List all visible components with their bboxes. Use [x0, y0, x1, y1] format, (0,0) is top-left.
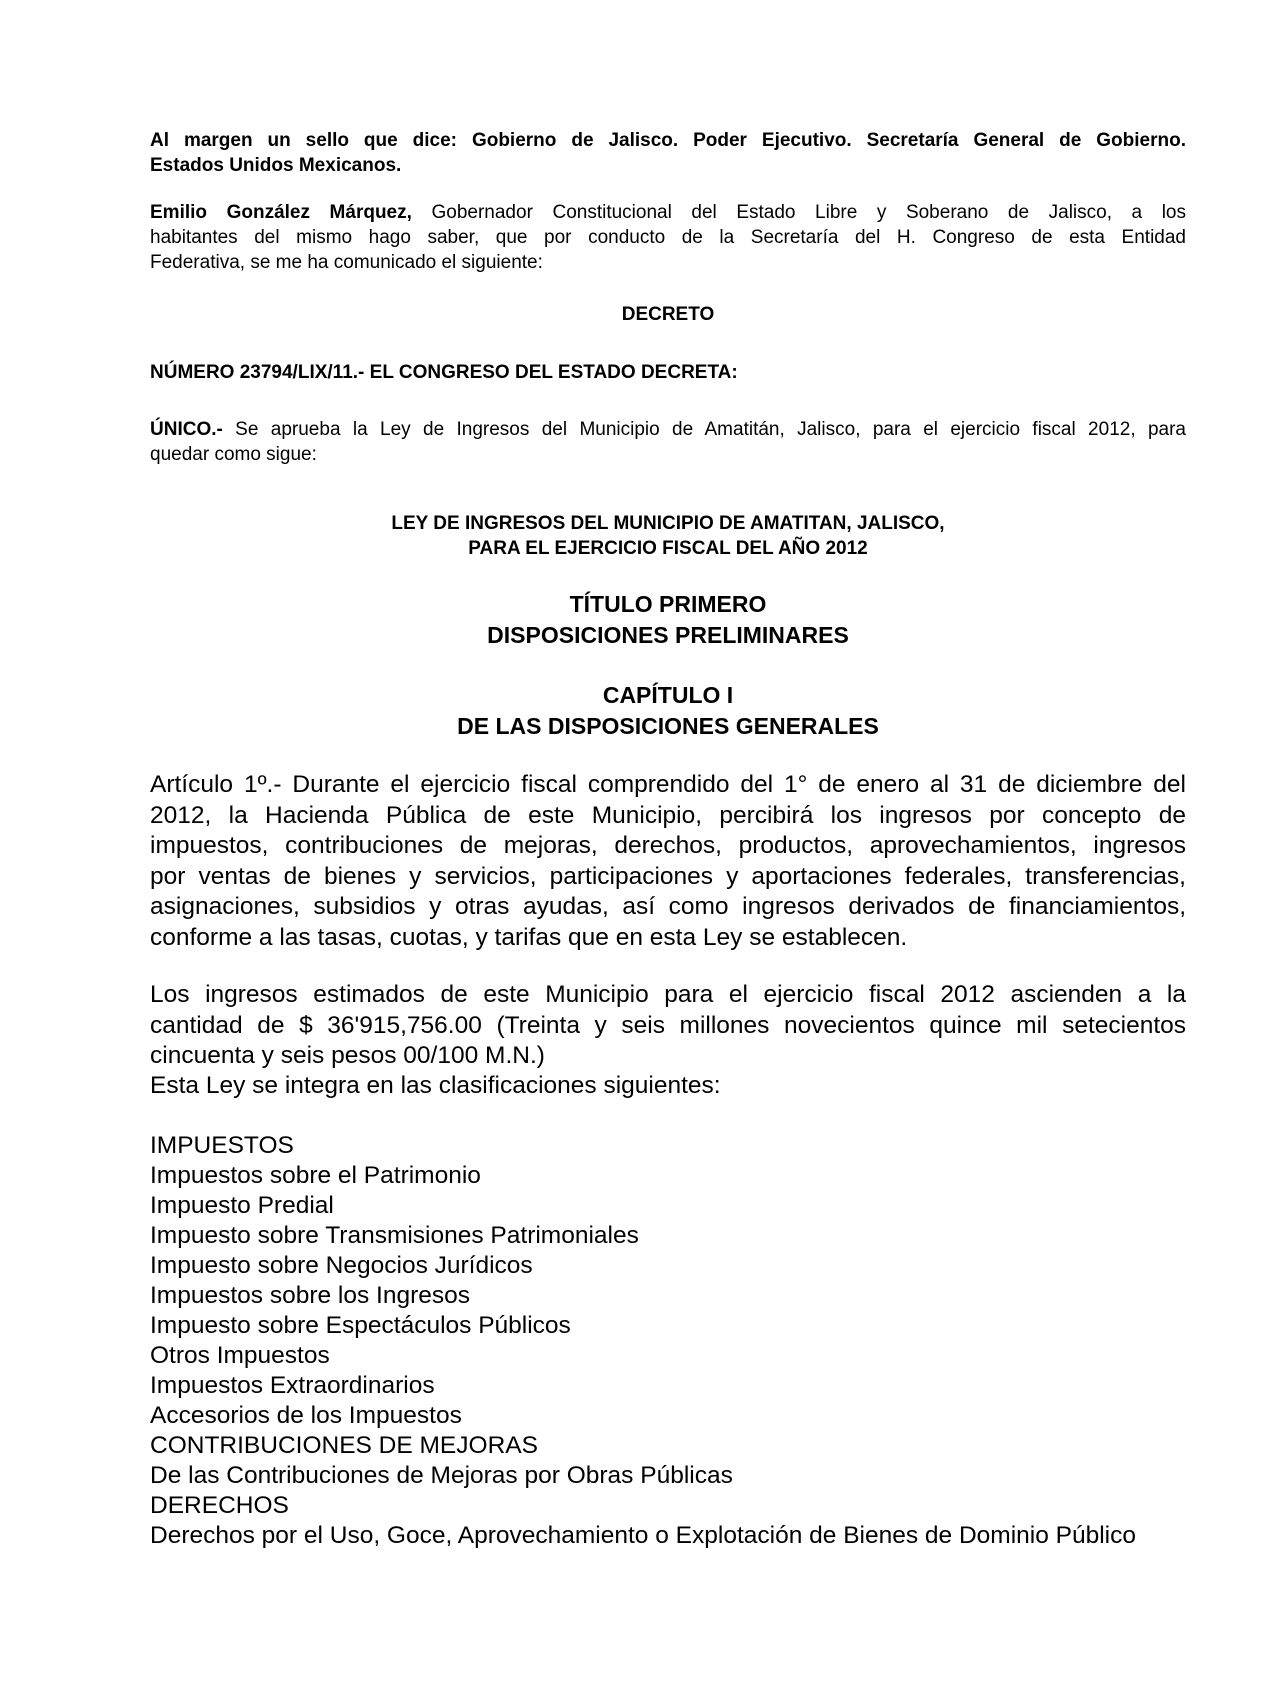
governor-name: Emilio González Márquez,	[150, 202, 412, 223]
governor-line-1	[150, 200, 1186, 225]
list-item: Impuestos Extraordinarios	[150, 1372, 435, 1399]
integra-lead: Esta Ley se integra en las clasificaciones siguientes:	[150, 1072, 721, 1099]
decreto-numero: NÚMERO 23794/LIX/11.- EL CONGRESO DEL ESTADO DECRETA:	[150, 362, 738, 383]
articulo-1-paragraph	[150, 770, 1186, 953]
articulo-line: Artículo 1º.- Durante el ejercicio fiscal comprendido del 1° de enero al 31 de diciembre del	[150, 771, 1186, 798]
unico-paragraph	[150, 417, 1186, 467]
ingresos-line: cincuenta y seis pesos 00/100 M.N.)	[150, 1042, 545, 1069]
articulo-line: por ventas de bienes y servicios, participaciones y aportaciones federales, transferencias,	[150, 862, 1186, 890]
margin-note	[150, 128, 1186, 178]
governor-line-3: Federativa, se me ha comunicado el siguiente:	[150, 252, 543, 273]
list-item: Impuesto sobre Negocios Jurídicos	[150, 1252, 533, 1279]
capitulo-heading	[150, 680, 1186, 742]
decreto-heading: DECRETO	[621, 304, 715, 325]
unico-line-1-text: Se aprueba la Ley de Ingresos del Municipio de Amatitán, Jalisco, para el ejercicio fiscal 2012, para	[222, 419, 1186, 440]
list-item: DERECHOS	[150, 1492, 289, 1519]
articulo-line: 2012, la Hacienda Pública de este Municipio, percibirá los ingresos por concepto de	[150, 801, 1186, 829]
governor-paragraph	[150, 200, 1186, 275]
list-item: Impuestos sobre los Ingresos	[150, 1282, 471, 1309]
capitulo-line-1: CAPÍTULO I	[602, 682, 734, 708]
governor-line-2: habitantes del mismo hago saber, que por conducto de la Secretaría del H. Congreso de esta Entidad	[150, 227, 1186, 248]
list-item: De las Contribuciones de Mejoras por Obras Públicas	[150, 1462, 733, 1489]
list-item: Derechos por el Uso, Goce, Aprovechamiento o Explotación de Bienes de Dominio Público	[150, 1522, 1136, 1549]
margin-note-line-1: Al margen un sello que dice: Gobierno de Jalisco. Poder Ejecutivo. Secretaría General de Gobierno.	[150, 130, 1186, 151]
ley-title	[150, 511, 1186, 561]
list-item: Impuestos sobre el Patrimonio	[150, 1162, 481, 1189]
capitulo-line-2: DE LAS DISPOSICIONES GENERALES	[457, 713, 879, 739]
ley-title-line-2: PARA EL EJERCICIO FISCAL DEL AÑO 2012	[468, 538, 868, 559]
unico-label: ÚNICO.-	[150, 419, 223, 440]
titulo-line-2: DISPOSICIONES PRELIMINARES	[487, 622, 849, 648]
list-item: Impuesto Predial	[150, 1192, 334, 1219]
ingresos-estimados-paragraph	[150, 980, 1186, 1072]
list-item: Impuesto sobre Espectáculos Públicos	[150, 1312, 571, 1339]
governor-line-1-text: Gobernador Constitucional del Estado Libre y Soberano de Jalisco, a los	[411, 202, 1186, 223]
ingresos-line: cantidad de $ 36'915,756.00 (Treinta y seis millones novecientos quince mil setecientos	[150, 1011, 1186, 1039]
unico-line-2: quedar como sigue:	[150, 444, 317, 465]
articulo-line: asignaciones, subsidios y otras ayudas, así como ingresos derivados de financiamientos,	[150, 893, 1186, 920]
list-item: CONTRIBUCIONES DE MEJORAS	[150, 1432, 538, 1459]
titulo-heading	[150, 589, 1186, 651]
ingresos-line: Los ingresos estimados de este Municipio para el ejercicio fiscal 2012 ascienden a la	[150, 981, 1186, 1008]
list-item: Otros Impuestos	[150, 1342, 330, 1369]
list-item: IMPUESTOS	[150, 1132, 294, 1159]
articulo-line: conforme a las tasas, cuotas, y tarifas que en esta Ley se establecen.	[150, 923, 908, 951]
unico-line-1	[150, 417, 1186, 442]
list-item: Accesorios de los Impuestos	[150, 1402, 462, 1429]
articulo-line: impuestos, contribuciones de mejoras, derechos, productos, aprovechamientos, ingresos	[150, 832, 1186, 859]
clasificaciones-list	[150, 1131, 1186, 1551]
margin-note-line-2: Estados Unidos Mexicanos.	[150, 155, 402, 176]
titulo-line-1: TÍTULO PRIMERO	[569, 591, 767, 617]
list-item: Impuesto sobre Transmisiones Patrimoniales	[150, 1222, 639, 1249]
ley-title-line-1: LEY DE INGRESOS DEL MUNICIPIO DE AMATITAN, JALISCO,	[391, 513, 945, 534]
